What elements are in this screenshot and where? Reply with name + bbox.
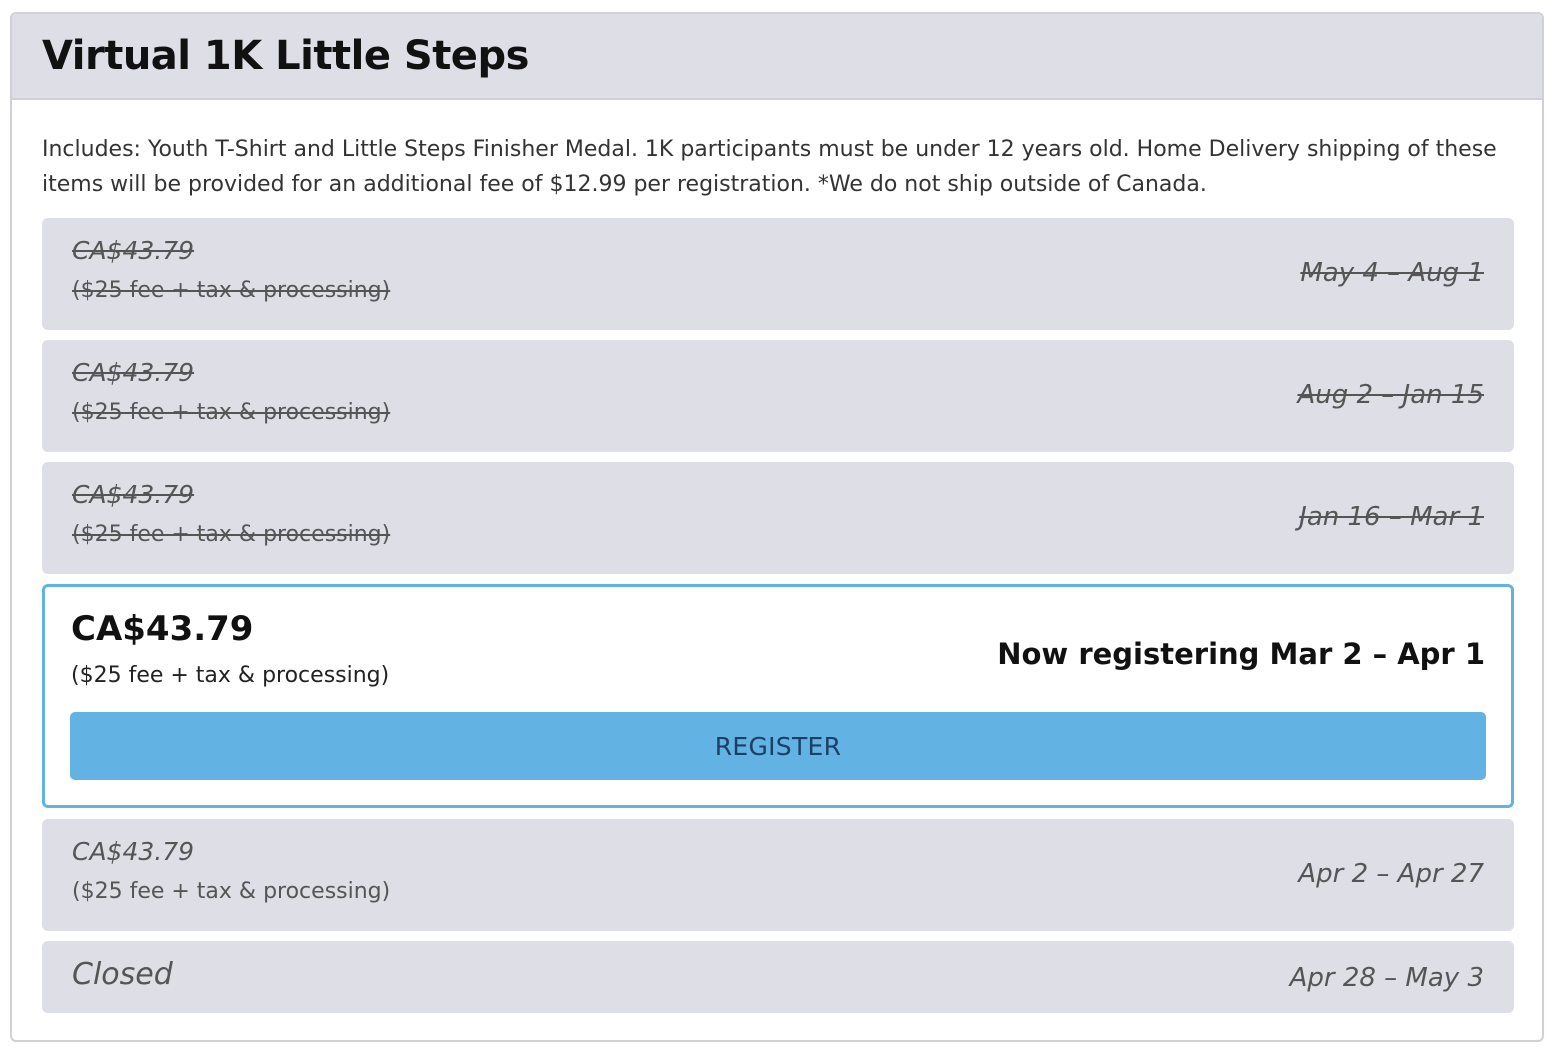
tier-dates: Apr 2 – Apr 27 — [1298, 859, 1484, 889]
price-tier-closed — [42, 941, 1514, 1013]
register-button[interactable]: REGISTER — [70, 712, 1486, 780]
price-tier-1 — [42, 218, 1514, 330]
tier-dates: Aug 2 – Jan 15 — [1297, 380, 1484, 410]
closed-label: Closed — [72, 957, 173, 992]
tier-fee: ($25 fee + tax & processing) — [72, 879, 391, 904]
tier-dates: May 4 – Aug 1 — [1300, 258, 1484, 288]
tier-fee: ($25 fee + tax & processing) — [72, 278, 391, 303]
tier-dates: Jan 16 – Mar 1 — [1299, 502, 1484, 532]
now-registering-label: Now registering Mar 2 – Apr 1 — [997, 637, 1485, 671]
price-tier-5 — [42, 819, 1514, 931]
tier-fee: ($25 fee + tax & processing) — [72, 400, 391, 425]
tier-fee: ($25 fee + tax & processing) — [72, 522, 391, 547]
event-title: Virtual 1K Little Steps — [42, 33, 529, 79]
tier-price: CA$43.79 — [72, 837, 195, 866]
tier-price: CA$43.79 — [72, 236, 195, 265]
price-tier-2 — [42, 340, 1514, 452]
tier-price: CA$43.79 — [71, 609, 254, 649]
tier-dates: Apr 28 – May 3 — [1289, 963, 1484, 993]
price-tier-active — [42, 584, 1514, 808]
card-header — [12, 14, 1542, 100]
tier-price: CA$43.79 — [72, 358, 195, 387]
price-tier-3 — [42, 462, 1514, 574]
event-description: Includes: Youth T-Shirt and Little Steps Finisher Medal. 1K participants must be under 12 years old. Home Delivery shipping of these items will be provided for an additional fee of $12.99 per registration. *We do not ship outside of Canada. — [42, 137, 1497, 197]
tier-price: CA$43.79 — [72, 480, 195, 509]
registration-card — [10, 12, 1544, 1042]
tier-fee: ($25 fee + tax & processing) — [71, 663, 390, 688]
